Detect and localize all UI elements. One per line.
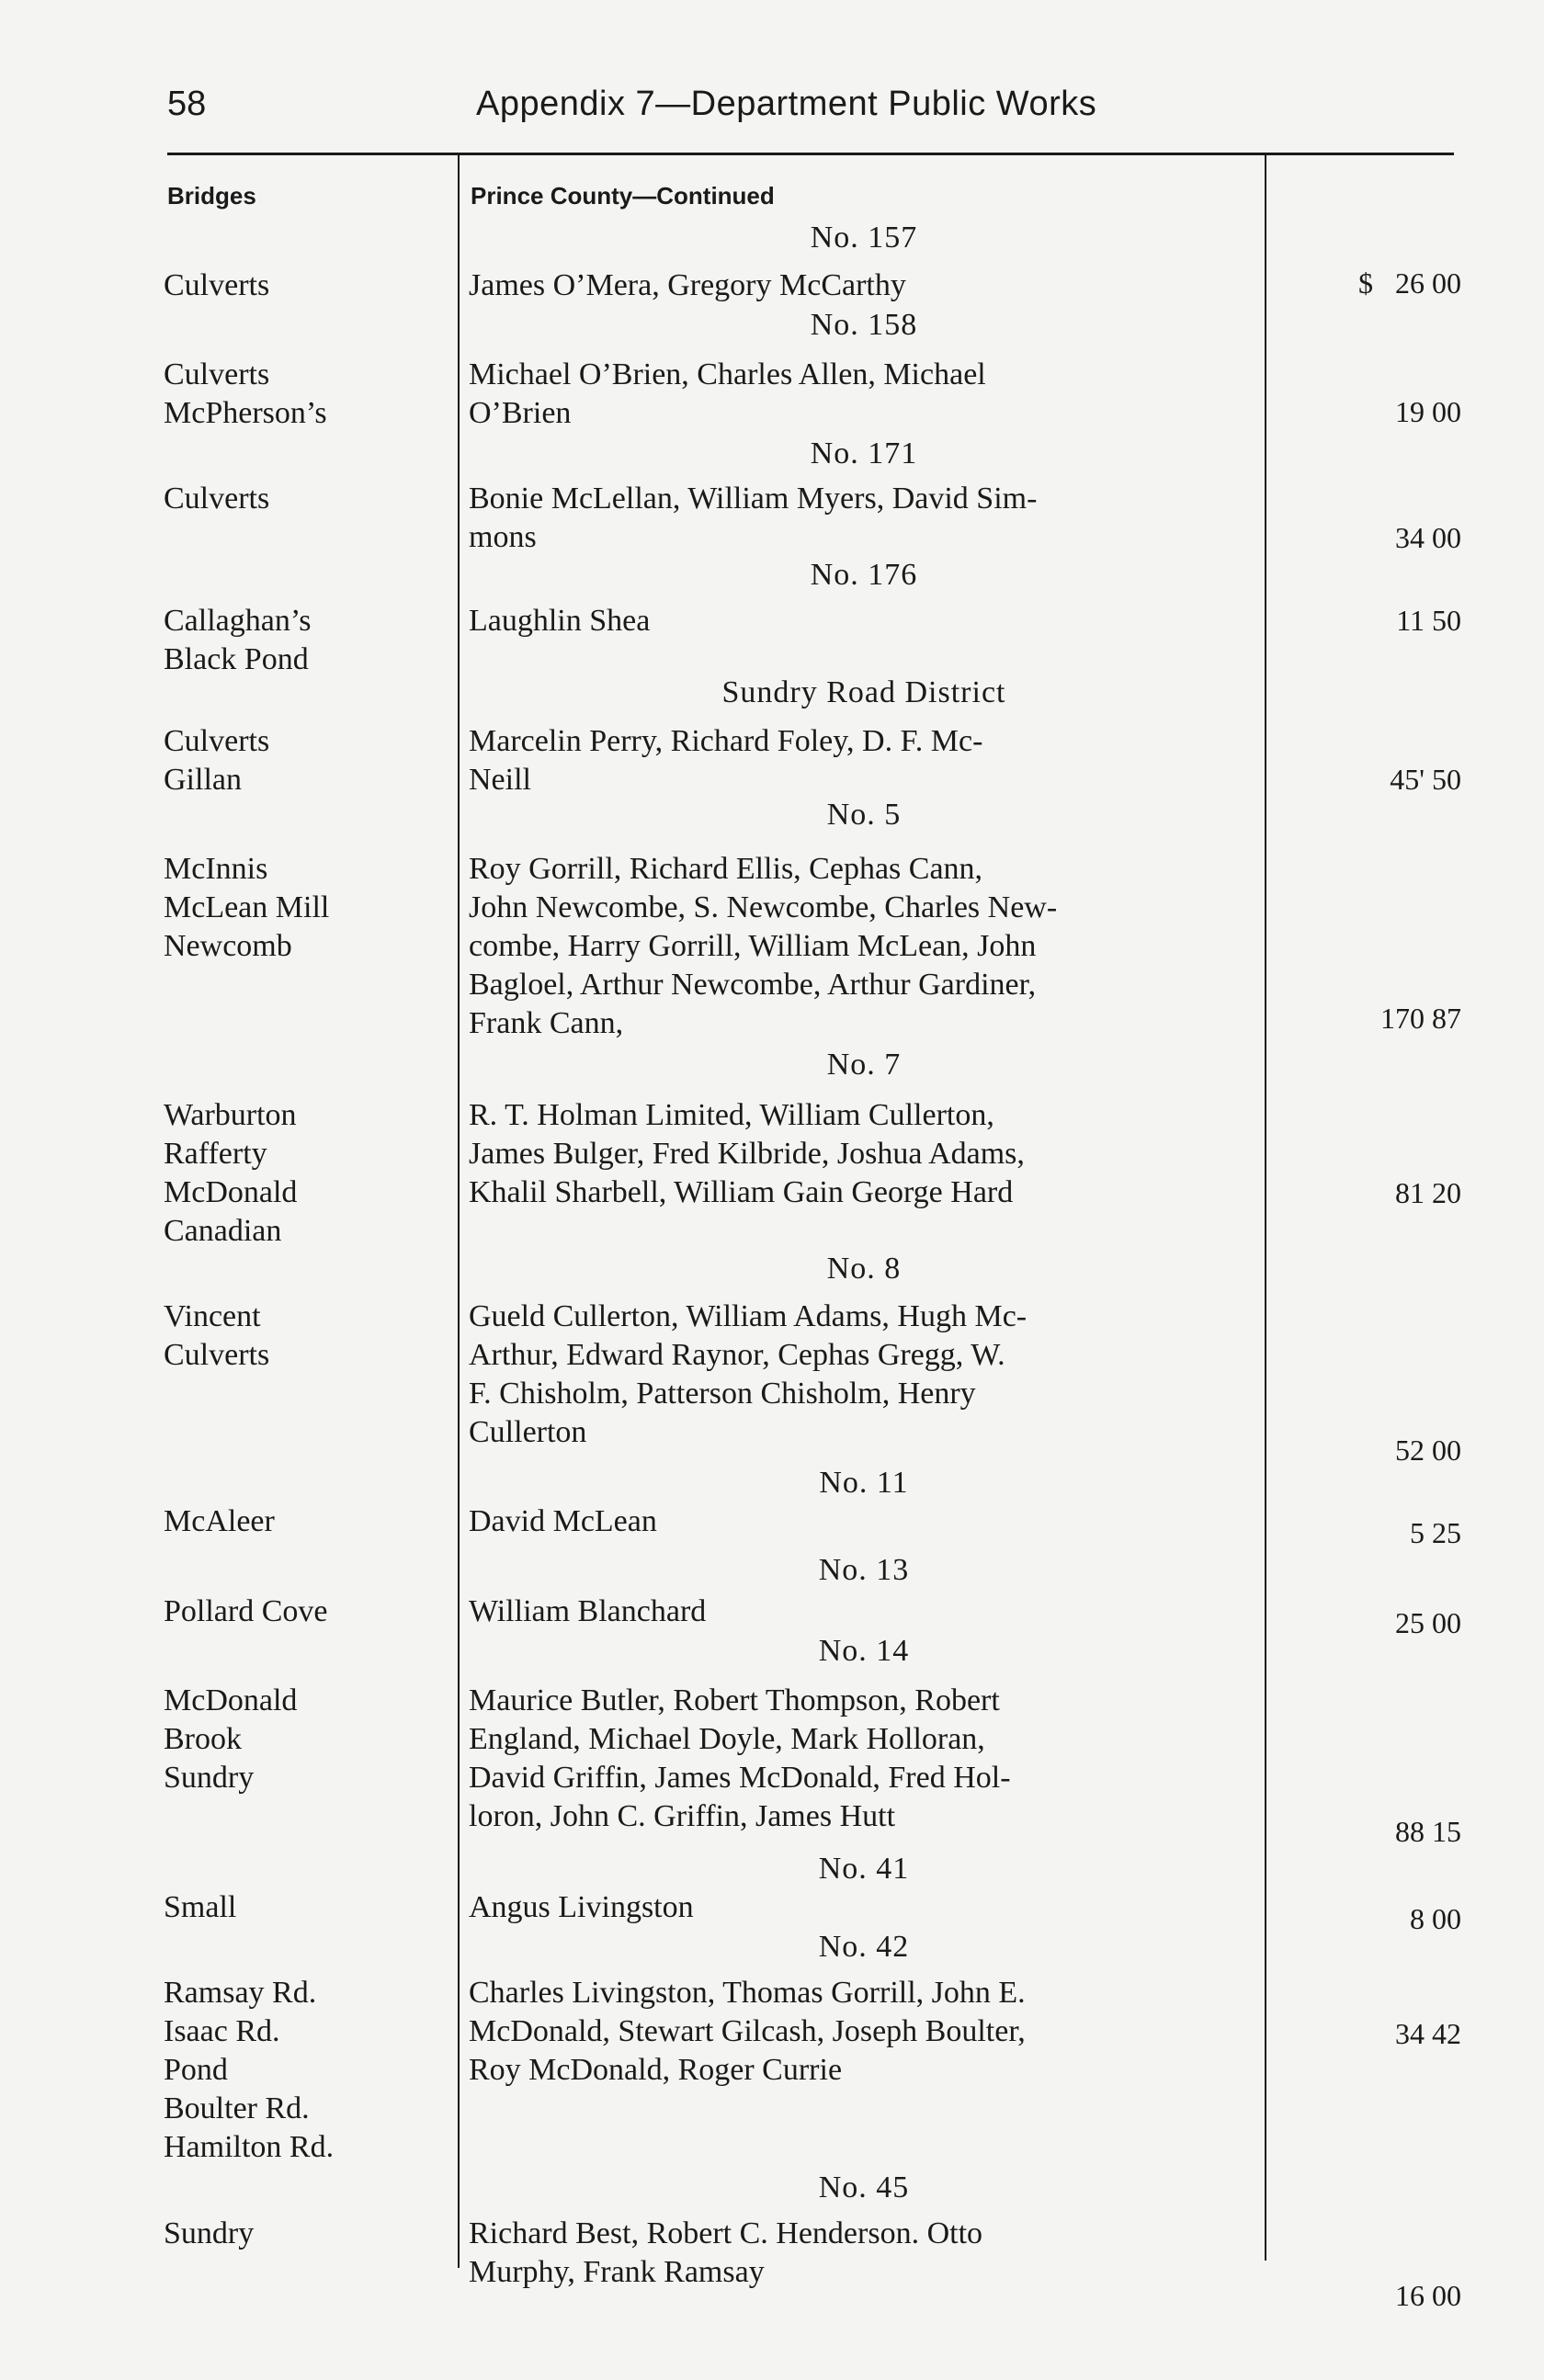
amount: 5 25: [1410, 1516, 1461, 1549]
bridge-name: Culverts: [164, 482, 270, 516]
bridge-name: Black Pond: [164, 642, 309, 676]
bridge-name: Boulter Rd.: [164, 2091, 310, 2125]
bridge-name: Sundry: [164, 1761, 255, 1795]
payee-names: [469, 722, 1255, 799]
payee-line: Neill: [469, 763, 531, 797]
payee-line: James O’Mera, Gregory McCarthy: [469, 268, 906, 302]
bridge-names: [164, 1888, 448, 1927]
payee-line: Cullerton: [469, 1415, 587, 1449]
payee-line: Bonie McLellan, William Myers, David Sim-: [469, 482, 1038, 516]
payee-names: [469, 1888, 1255, 1927]
payee-line: Richard Best, Robert C. Henderson. Otto: [469, 2216, 983, 2250]
bridge-name: Culverts: [164, 724, 270, 758]
payee-names: [469, 2215, 1255, 2292]
district-number: No. 5: [826, 798, 902, 832]
district-number: No. 157: [810, 221, 918, 255]
bridge-name: McAleer: [164, 1504, 275, 1538]
payee-line: Maurice Butler, Robert Thompson, Robert: [469, 1683, 1000, 1717]
district-number: No. 7: [826, 1048, 902, 1082]
payee-line: John Newcombe, S. Newcombe, Charles New-: [469, 890, 1058, 924]
payee-line: McDonald, Stewart Gilcash, Joseph Boulter,: [469, 2014, 1026, 2048]
payee-line: William Blanchard: [469, 1594, 707, 1628]
bridge-names: [164, 1682, 448, 1797]
payee-line: O’Brien: [469, 396, 572, 430]
payee-names: [469, 1096, 1255, 1212]
payee-line: Gueld Cullerton, William Adams, Hugh Mc-: [469, 1299, 1027, 1333]
payee-line: Charles Livingston, Thomas Gorrill, John E.: [469, 1976, 1026, 2010]
bridge-name: McPherson’s: [164, 396, 327, 430]
payee-names: [469, 266, 1255, 305]
payee-names: [469, 1974, 1255, 2090]
bridge-names: [164, 1502, 448, 1541]
district-number: No. 13: [818, 1553, 910, 1587]
bridges-column-heading: Bridges: [167, 182, 256, 210]
amount: 52 00: [1395, 1434, 1461, 1467]
bridge-name: Gillan: [164, 763, 242, 797]
payee-line: Frank Cann,: [469, 1006, 624, 1040]
district-number: No. 14: [818, 1634, 910, 1668]
payee-line: mons: [469, 520, 537, 554]
bridge-names: [164, 1298, 448, 1375]
payee-line: David Griffin, James McDonald, Fred Hol-: [469, 1761, 1011, 1795]
amount: 170 87: [1380, 1002, 1461, 1035]
payee-names: [469, 480, 1255, 557]
payee-line: Roy McDonald, Roger Currie: [469, 2053, 843, 2087]
bridge-name: Culverts: [164, 1338, 270, 1372]
bridge-name: Small: [164, 1890, 237, 1924]
district-number: Sundry Road District: [721, 675, 1006, 709]
payee-line: R. T. Holman Limited, William Cullerton,: [469, 1098, 994, 1132]
amount: 16 00: [1395, 2279, 1461, 2312]
bridge-names: [164, 356, 448, 433]
bridge-name: Sundry: [164, 2216, 255, 2250]
payee-line: David McLean: [469, 1504, 657, 1538]
district-number: No. 41: [818, 1852, 910, 1886]
payee-names: [469, 1298, 1255, 1452]
district-number: No. 11: [819, 1466, 909, 1500]
payee-names: [469, 1682, 1255, 1836]
bridge-name: Pollard Cove: [164, 1594, 328, 1628]
payee-line: England, Michael Doyle, Mark Holloran,: [469, 1722, 985, 1756]
bridge-names: [164, 1974, 448, 2167]
page-title: Appendix 7—Department Public Works: [476, 85, 1097, 123]
payee-line: Laughlin Shea: [469, 604, 651, 638]
payee-names: [469, 1502, 1255, 1541]
payee-names: [469, 1592, 1255, 1631]
bridge-names: [164, 602, 448, 679]
bridge-name: Rafferty: [164, 1137, 267, 1171]
amount: 34 42: [1395, 2017, 1461, 2050]
bridge-names: [164, 266, 448, 305]
bridge-names: [164, 1592, 448, 1631]
district-number: No. 176: [810, 558, 918, 592]
bridge-name: Isaac Rd.: [164, 2014, 280, 2048]
amount: $ 26 00: [1358, 266, 1461, 300]
payee-line: loron, John C. Griffin, James Hutt: [469, 1799, 896, 1833]
bridge-name: Warburton: [164, 1098, 297, 1132]
amount: 34 00: [1395, 521, 1461, 554]
payee-line: F. Chisholm, Patterson Chisholm, Henry: [469, 1377, 976, 1411]
bridge-names: [164, 850, 448, 966]
bridge-names: [164, 1096, 448, 1251]
payee-line: Michael O’Brien, Charles Allen, Michael: [469, 357, 986, 391]
bridge-name: Brook: [164, 1722, 242, 1756]
bridge-name: Vincent: [164, 1299, 261, 1333]
payee-names: [469, 356, 1255, 433]
page-number: 58: [167, 85, 207, 123]
bridge-name: Callaghan’s: [164, 604, 312, 638]
payee-line: Murphy, Frank Ramsay: [469, 2255, 765, 2289]
payee-names: [469, 602, 1255, 640]
payee-line: James Bulger, Fred Kilbride, Joshua Adams,: [469, 1137, 1025, 1171]
amount: 45' 50: [1390, 763, 1461, 796]
bridge-name: Newcomb: [164, 929, 292, 963]
district-number: No. 42: [818, 1930, 910, 1964]
bridge-name: McDonald: [164, 1175, 298, 1209]
district-number: No. 171: [810, 436, 918, 470]
bridge-name: Culverts: [164, 268, 270, 302]
bridge-name: McLean Mill: [164, 890, 330, 924]
payee-line: Roy Gorrill, Richard Ellis, Cephas Cann,: [469, 852, 983, 886]
amount: 88 15: [1395, 1815, 1461, 1848]
bridge-name: Canadian: [164, 1214, 282, 1248]
district-number: No. 8: [826, 1252, 902, 1286]
payee-names: [469, 850, 1255, 1043]
bridge-name: Culverts: [164, 357, 270, 391]
bridge-name: McInnis: [164, 852, 268, 886]
bridge-name: Ramsay Rd.: [164, 1976, 317, 2010]
bridge-name: Pond: [164, 2053, 228, 2087]
bridge-name: Hamilton Rd.: [164, 2130, 335, 2164]
district-number: No. 158: [810, 308, 918, 342]
bridge-names: [164, 722, 448, 799]
payee-line: Marcelin Perry, Richard Foley, D. F. Mc-: [469, 724, 983, 758]
bridge-names: [164, 2215, 448, 2253]
payee-line: Angus Livingston: [469, 1890, 694, 1924]
district-number: No. 45: [818, 2170, 910, 2204]
county-column-heading: Prince County—Continued: [471, 182, 775, 210]
amount: 19 00: [1395, 395, 1461, 428]
payee-line: Arthur, Edward Raynor, Cephas Gregg, W.: [469, 1338, 1005, 1372]
amount: 25 00: [1395, 1606, 1461, 1639]
amount: 81 20: [1395, 1176, 1461, 1209]
payee-line: combe, Harry Gorrill, William McLean, John: [469, 929, 1037, 963]
amount: 11 50: [1396, 604, 1461, 637]
payee-line: Bagloel, Arthur Newcombe, Arthur Gardiner,: [469, 968, 1037, 1002]
bridge-name: McDonald: [164, 1683, 298, 1717]
payee-line: Khalil Sharbell, William Gain George Hard: [469, 1175, 1014, 1209]
bridge-names: [164, 480, 448, 518]
amount: 8 00: [1410, 1902, 1461, 1935]
